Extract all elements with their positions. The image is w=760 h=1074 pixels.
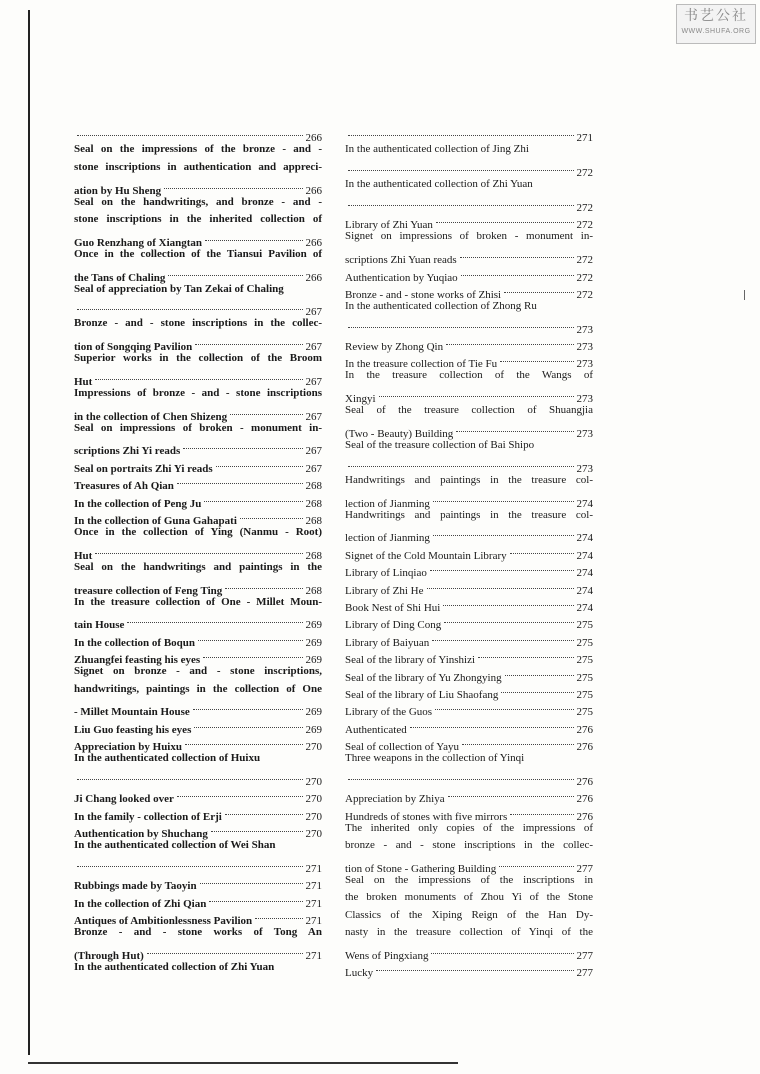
dot-leader bbox=[95, 367, 302, 384]
entry-text: Seal of the library of Yinshizi bbox=[345, 654, 476, 667]
page-number: 275 bbox=[576, 654, 593, 667]
entry-text: tion of Stone - Gathering Building bbox=[345, 862, 497, 875]
entry-text: Bronze - and - stone inscriptions in the collec- bbox=[74, 317, 322, 330]
index-entry-line bbox=[74, 524, 322, 541]
entry-text: the broken monuments of Zhou Yi of the Stone bbox=[345, 891, 593, 904]
page-number: 270 bbox=[305, 793, 322, 806]
dot-leader bbox=[225, 576, 302, 593]
entry-text: lection of Jianming bbox=[345, 497, 430, 510]
entry-text: In the treasure collection of One - Millet Moun- bbox=[74, 595, 322, 608]
entry-text: In the collection of Zhi Qian bbox=[74, 897, 207, 910]
dot-leader bbox=[376, 959, 573, 976]
index-entry-line bbox=[345, 420, 593, 441]
dot-leader bbox=[209, 889, 302, 906]
index-entry-line bbox=[74, 437, 322, 458]
index-entry-line bbox=[345, 437, 593, 454]
page-number: 267 bbox=[305, 445, 322, 458]
entry-text: Ji Chang looked over bbox=[74, 793, 174, 806]
page-number: 273 bbox=[576, 393, 593, 406]
page-number: 277 bbox=[576, 967, 593, 980]
page-number: 270 bbox=[305, 828, 322, 841]
page-number: 273 bbox=[576, 462, 593, 475]
entry-text: handwritings, paintings in the collection of One bbox=[74, 682, 322, 695]
index-entry-line bbox=[74, 698, 322, 719]
dot-leader bbox=[510, 541, 574, 558]
page-number: 266 bbox=[305, 236, 322, 249]
index-entry-line bbox=[74, 281, 322, 298]
entry-text: In the authenticated collection of Jing Zhi bbox=[345, 143, 529, 156]
dot-leader bbox=[204, 489, 302, 506]
dot-leader bbox=[427, 576, 574, 593]
dot-leader bbox=[177, 785, 303, 802]
dot-leader bbox=[255, 907, 302, 924]
entry-text: Review by Zhong Qin bbox=[345, 341, 444, 354]
dot-leader bbox=[499, 854, 573, 871]
entry-text: In the collection of Guna Gahapati bbox=[74, 514, 237, 527]
dot-leader bbox=[348, 124, 574, 141]
index-entry-line bbox=[345, 194, 593, 214]
index-entry-line bbox=[74, 124, 322, 145]
page-number: 274 bbox=[576, 567, 593, 580]
page-number: 274 bbox=[576, 601, 593, 614]
entry-text: Bronze - and - stone works of Zhisi bbox=[345, 288, 502, 301]
index-entry-line bbox=[345, 298, 593, 315]
dot-leader bbox=[460, 246, 574, 263]
entry-text: tion of Songqing Pavilion bbox=[74, 341, 193, 354]
dot-leader bbox=[433, 524, 574, 541]
page-number: 272 bbox=[576, 201, 593, 214]
page-number: 267 bbox=[305, 375, 322, 388]
index-entry-line bbox=[74, 159, 322, 176]
page-number: 271 bbox=[305, 897, 322, 910]
index-entry-line bbox=[345, 124, 593, 145]
watermark-url: WWW.SHUFA.ORG bbox=[681, 28, 751, 35]
entry-text: Classics of the Xiping Reign of the Han Dy- bbox=[345, 908, 593, 921]
scan-mark bbox=[744, 290, 745, 300]
dot-leader bbox=[225, 802, 303, 819]
entry-text: Seal of collection of Yayu bbox=[345, 741, 459, 754]
dot-leader bbox=[448, 785, 574, 802]
dot-leader bbox=[147, 941, 303, 958]
index-entry-line bbox=[345, 367, 593, 384]
page-number: 267 bbox=[305, 341, 322, 354]
dot-leader bbox=[433, 489, 574, 506]
index-entry-line bbox=[345, 924, 593, 941]
dot-leader bbox=[478, 646, 573, 663]
page-number: 271 bbox=[305, 949, 322, 962]
dot-leader bbox=[194, 715, 302, 732]
dot-leader bbox=[193, 698, 303, 715]
dot-leader bbox=[205, 228, 302, 245]
dot-leader bbox=[240, 507, 303, 524]
page-number: 268 bbox=[305, 549, 322, 562]
entry-text: Seal of the library of Liu Shaofang bbox=[345, 688, 499, 701]
dot-leader bbox=[504, 281, 573, 298]
index-column-right bbox=[345, 124, 593, 980]
page-number: 272 bbox=[576, 167, 593, 180]
dot-leader bbox=[77, 767, 303, 784]
index-entry-line bbox=[74, 541, 322, 562]
dot-leader bbox=[198, 628, 302, 645]
page-number: 273 bbox=[576, 323, 593, 336]
entry-text: Library of Zhi He bbox=[345, 584, 424, 597]
page-number: 272 bbox=[576, 288, 593, 301]
entry-text: In the treasure collection of Tie Fu bbox=[345, 358, 498, 371]
page-number: 267 bbox=[305, 306, 322, 319]
index-entry-line bbox=[345, 141, 593, 158]
index-entry-line bbox=[74, 767, 322, 788]
index-entry-line bbox=[74, 420, 322, 437]
dot-leader bbox=[462, 733, 574, 750]
entry-text: Lucky bbox=[345, 967, 374, 980]
index-entry-line bbox=[345, 159, 593, 180]
index-entry-line bbox=[74, 959, 322, 976]
page-number: 267 bbox=[305, 410, 322, 423]
dot-leader bbox=[379, 385, 574, 402]
dot-leader bbox=[348, 454, 574, 471]
dot-leader bbox=[95, 541, 302, 558]
index-entry-line bbox=[74, 141, 322, 158]
index-entry-line bbox=[345, 402, 593, 419]
dot-leader bbox=[127, 611, 302, 628]
dot-leader bbox=[185, 733, 303, 750]
entry-text: stone inscriptions in the inherited collection of bbox=[74, 212, 322, 225]
page-number: 271 bbox=[305, 914, 322, 927]
entry-text: stone inscriptions in authentication and appreci- bbox=[74, 160, 322, 173]
entry-text: Seal on portraits Zhi Yi reads bbox=[74, 462, 213, 475]
index-entry-line bbox=[345, 854, 593, 875]
index-entry-line bbox=[345, 246, 593, 267]
entry-text: Library of Linqiao bbox=[345, 567, 427, 580]
page-number: 277 bbox=[576, 862, 593, 875]
page-number: 271 bbox=[305, 880, 322, 893]
page-number: 268 bbox=[305, 497, 322, 510]
entry-text: treasure collection of Feng Ting bbox=[74, 584, 223, 597]
index-entry-line bbox=[74, 333, 322, 354]
index-entry-line bbox=[345, 767, 593, 788]
dot-leader bbox=[432, 628, 573, 645]
index-entry-line bbox=[74, 854, 322, 875]
index-entry-line bbox=[345, 872, 593, 889]
index-entry-line bbox=[345, 907, 593, 924]
entry-text: - Millet Mountain House bbox=[74, 706, 190, 719]
dot-leader bbox=[500, 350, 573, 367]
page-number: 275 bbox=[576, 688, 593, 701]
index-entry-line bbox=[74, 385, 322, 402]
dot-leader bbox=[431, 941, 573, 958]
entry-text: In the authenticated collection of Zhi Yuan bbox=[345, 178, 533, 191]
index-entry-line bbox=[74, 228, 322, 249]
dot-leader bbox=[435, 698, 573, 715]
page-number: 274 bbox=[576, 549, 593, 562]
page-number: 267 bbox=[305, 462, 322, 475]
page-number: 276 bbox=[576, 723, 593, 736]
entry-text: Authentication by Yuqiao bbox=[345, 271, 458, 284]
dot-leader bbox=[77, 298, 303, 315]
entry-text: Seal on the handwritings, and bronze - and - bbox=[74, 195, 322, 208]
index-entry-line bbox=[345, 837, 593, 854]
page-number: 276 bbox=[576, 793, 593, 806]
entry-text: tain House bbox=[74, 619, 125, 632]
entry-text: (Through Hut) bbox=[74, 949, 144, 962]
dot-leader bbox=[443, 594, 573, 611]
entry-text: Library of Baiyuan bbox=[345, 636, 430, 649]
index-entry-line bbox=[345, 750, 593, 767]
index-entry-line bbox=[345, 315, 593, 336]
index-entry-line bbox=[345, 454, 593, 475]
watermark-title: 书艺公社 bbox=[684, 9, 748, 24]
page-number: 269 bbox=[305, 654, 322, 667]
dot-leader bbox=[410, 715, 574, 732]
entry-text: Once in the collection of the Tiansui Pavilion of bbox=[74, 247, 322, 260]
dot-leader bbox=[77, 854, 303, 871]
entry-text: Authentication by Shuchang bbox=[74, 828, 208, 841]
entry-text: Seal on the impressions of the bronze - and - bbox=[74, 143, 322, 156]
index-entry-line bbox=[345, 472, 593, 489]
entry-text: Treasures of Ah Qian bbox=[74, 480, 174, 493]
entry-text: Seal on the handwritings and paintings in the bbox=[74, 560, 322, 573]
entry-text: Once in the collection of Ying (Nanmu - Root) bbox=[74, 525, 322, 538]
dot-leader bbox=[348, 315, 574, 332]
dot-leader bbox=[505, 663, 574, 680]
page-number: 275 bbox=[576, 619, 593, 632]
index-entry-line bbox=[345, 489, 593, 510]
page-number: 268 bbox=[305, 584, 322, 597]
index-entry-line bbox=[345, 507, 593, 524]
dot-leader bbox=[501, 681, 573, 698]
page-number: 272 bbox=[576, 254, 593, 267]
dot-leader bbox=[216, 454, 303, 471]
entry-text: Seal of the treasure collection of Shuangjia bbox=[345, 404, 593, 417]
entry-text: In the collection of Boqun bbox=[74, 636, 196, 649]
dot-leader bbox=[461, 263, 574, 280]
index-entry-line bbox=[345, 941, 593, 962]
entry-text: Handwritings and paintings in the treasure col- bbox=[345, 508, 593, 521]
page-number: 266 bbox=[305, 184, 322, 197]
entry-text: Guo Renzhang of Xiangtan bbox=[74, 236, 203, 249]
entry-text: Antiques of Ambitionlessness Pavilion bbox=[74, 914, 253, 927]
page-number: 270 bbox=[305, 741, 322, 754]
entry-text: in the collection of Chen Shizeng bbox=[74, 410, 228, 423]
entry-text: Three weapons in the collection of Yinqi bbox=[345, 752, 525, 765]
index-entry-line bbox=[74, 350, 322, 367]
page-number: 274 bbox=[576, 497, 593, 510]
entry-text: Zhuangfei feasting his eyes bbox=[74, 654, 201, 667]
dot-leader bbox=[183, 437, 302, 454]
page-number: 270 bbox=[305, 810, 322, 823]
entry-text: Hut bbox=[74, 549, 93, 562]
page-number: 269 bbox=[305, 619, 322, 632]
page-number: 274 bbox=[576, 584, 593, 597]
page-number: 269 bbox=[305, 706, 322, 719]
entry-text: Book Nest of Shi Hui bbox=[345, 601, 441, 614]
dot-leader bbox=[195, 333, 302, 350]
entry-text: Signet on bronze - and - stone inscriptions, bbox=[74, 665, 322, 678]
index-entry-line bbox=[345, 820, 593, 837]
entry-text: Handwritings and paintings in the treasure col- bbox=[345, 473, 593, 486]
entry-text: Signet on impressions of broken - monument in- bbox=[345, 230, 593, 243]
index-entry-line bbox=[74, 298, 322, 319]
entry-text: Rubbings made by Taoyin bbox=[74, 880, 197, 893]
index-entry-line bbox=[74, 246, 322, 263]
entry-text: Xingyi bbox=[345, 393, 376, 406]
page-number: 276 bbox=[576, 741, 593, 754]
entry-text: Seal of appreciation by Tan Zekai of Chaling bbox=[74, 282, 284, 295]
dot-leader bbox=[177, 472, 303, 489]
entry-text: Hundreds of stones with five mirrors bbox=[345, 810, 508, 823]
entry-text: Wens of Pingxiang bbox=[345, 949, 429, 962]
index-entry-line bbox=[74, 211, 322, 228]
index-entry-line bbox=[345, 211, 593, 232]
dot-leader bbox=[348, 159, 574, 176]
dot-leader bbox=[444, 611, 573, 628]
page-number: 276 bbox=[576, 775, 593, 788]
page-number: 268 bbox=[305, 514, 322, 527]
dot-leader bbox=[168, 263, 302, 280]
entry-text: (Two - Beauty) Building bbox=[345, 428, 454, 441]
entry-text: Seal of the treasure collection of Bai Shipo bbox=[345, 439, 535, 452]
index-entry-line bbox=[74, 194, 322, 211]
entry-text: In the treasure collection of the Wangs of bbox=[345, 369, 593, 382]
index-entry-line bbox=[74, 681, 322, 698]
index-entry-line bbox=[345, 176, 593, 193]
index-entry-line bbox=[345, 889, 593, 906]
page-number: 273 bbox=[576, 428, 593, 441]
entry-text: Authenticated bbox=[345, 723, 407, 736]
entry-text: Seal of the library of Yu Zhongying bbox=[345, 671, 502, 684]
entry-text: lection of Jianming bbox=[345, 532, 430, 545]
page-number: 274 bbox=[576, 532, 593, 545]
entry-text: The inherited only copies of the impressions of bbox=[345, 821, 593, 834]
entry-text: Appreciation by Zhiya bbox=[345, 793, 445, 806]
index-column-left bbox=[74, 124, 322, 976]
page-number: 270 bbox=[305, 775, 322, 788]
page-number: 268 bbox=[305, 480, 322, 493]
entry-text: Library of the Guos bbox=[345, 706, 433, 719]
page-number: 269 bbox=[305, 723, 322, 736]
entry-text: Seal on impressions of broken - monument in- bbox=[74, 421, 322, 434]
dot-leader bbox=[164, 176, 302, 193]
index-entry-line bbox=[345, 228, 593, 245]
dot-leader bbox=[348, 767, 574, 784]
page-number: 266 bbox=[305, 132, 322, 145]
entry-text: Hut bbox=[74, 375, 93, 388]
index-entry-line bbox=[74, 176, 322, 197]
page-number: 271 bbox=[576, 132, 593, 145]
entry-text: In the authenticated collection of Zhong Ru bbox=[345, 299, 537, 312]
entry-text: nasty in the treasure collection of Yinqi of the bbox=[345, 925, 593, 938]
page-number: 275 bbox=[576, 706, 593, 719]
entry-text: In the collection of Peng Ju bbox=[74, 497, 202, 510]
index-entry-line bbox=[74, 750, 322, 767]
page-number: 272 bbox=[576, 271, 593, 284]
entry-text: In the authenticated collection of Zhi Yuan bbox=[74, 960, 275, 973]
entry-text: In the authenticated collection of Huixu bbox=[74, 752, 261, 765]
page-number: 272 bbox=[576, 219, 593, 232]
index-entry-line bbox=[74, 663, 322, 680]
index-entry-line bbox=[74, 941, 322, 962]
entry-text: Seal on the impressions of the inscriptions in bbox=[345, 873, 593, 886]
entry-text: Library of Zhi Yuan bbox=[345, 219, 433, 232]
index-entry-line bbox=[74, 559, 322, 576]
index-entry-line bbox=[74, 315, 322, 332]
index-entry-line bbox=[345, 785, 593, 806]
entry-text: Library of Ding Cong bbox=[345, 619, 442, 632]
entry-text: In the family - collection of Erji bbox=[74, 810, 222, 823]
entry-text: ation by Hu Sheng bbox=[74, 184, 162, 197]
page-number: 277 bbox=[576, 949, 593, 962]
scan-border-left bbox=[28, 10, 30, 1055]
page-number: 269 bbox=[305, 636, 322, 649]
scan-border-bottom bbox=[28, 1062, 458, 1064]
index-entry-line bbox=[345, 524, 593, 545]
index-entry-line bbox=[74, 576, 322, 597]
page-number: 273 bbox=[576, 341, 593, 354]
dot-leader bbox=[77, 124, 303, 141]
index-entry-line bbox=[74, 924, 322, 941]
entry-text: Superior works in the collection of the Broom bbox=[74, 352, 322, 365]
dot-leader bbox=[348, 194, 574, 211]
entry-text: bronze - and - stone inscriptions in the collec- bbox=[345, 839, 593, 852]
index-entry-line bbox=[74, 611, 322, 632]
page-number: 266 bbox=[305, 271, 322, 284]
index-entry-line bbox=[345, 333, 593, 354]
page-number: 275 bbox=[576, 671, 593, 684]
entry-text: Impressions of bronze - and - stone inscriptions bbox=[74, 386, 322, 399]
dot-leader bbox=[230, 402, 302, 419]
dot-leader bbox=[211, 820, 303, 837]
watermark-logo bbox=[676, 4, 756, 44]
entry-text: Appreciation by Huixu bbox=[74, 741, 182, 754]
index-entry-line bbox=[74, 402, 322, 423]
index-entry-line bbox=[345, 959, 593, 980]
dot-leader bbox=[436, 211, 574, 228]
index-entry-line bbox=[74, 872, 322, 893]
index-entry-line bbox=[345, 385, 593, 406]
entry-text: the Tans of Chaling bbox=[74, 271, 166, 284]
page-number: 273 bbox=[576, 358, 593, 371]
index-entry-line bbox=[74, 837, 322, 854]
index-entry-line bbox=[74, 367, 322, 388]
dot-leader bbox=[510, 802, 573, 819]
page-number: 276 bbox=[576, 810, 593, 823]
entry-text: Bronze - and - stone works of Tong An bbox=[74, 925, 322, 938]
entry-text: Liu Guo feasting his eyes bbox=[74, 723, 192, 736]
entry-text: scriptions Zhi Yi reads bbox=[74, 445, 181, 458]
dot-leader bbox=[203, 646, 302, 663]
page-number: 275 bbox=[576, 636, 593, 649]
index-entry-line bbox=[74, 785, 322, 806]
index-entry-line bbox=[74, 594, 322, 611]
dot-leader bbox=[456, 420, 573, 437]
dot-leader bbox=[430, 559, 574, 576]
index-entry-line bbox=[74, 263, 322, 284]
entry-text: Signet of the Cold Mountain Library bbox=[345, 549, 507, 562]
entry-text: scriptions Zhi Yuan reads bbox=[345, 254, 457, 267]
dot-leader bbox=[200, 872, 303, 889]
entry-text: In the authenticated collection of Wei Shan bbox=[74, 839, 276, 852]
page-number: 271 bbox=[305, 862, 322, 875]
dot-leader bbox=[446, 333, 573, 350]
